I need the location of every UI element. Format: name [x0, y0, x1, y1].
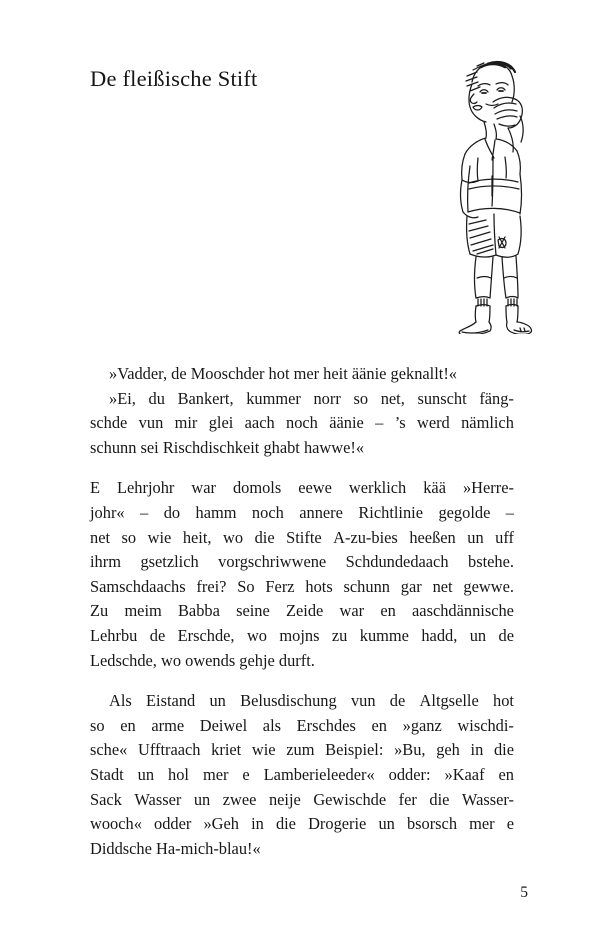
word: Zeide [285, 601, 324, 621]
word: de [149, 625, 166, 645]
word: war [191, 478, 216, 498]
word: domols [232, 478, 282, 498]
word: »Geh [203, 814, 239, 834]
word: un [193, 789, 211, 809]
word: Bankert, [177, 388, 234, 408]
word: Lehrjohr [117, 478, 175, 498]
paragraph-eistand [90, 689, 514, 861]
word: vorgschriwwene [218, 552, 327, 572]
text-line [90, 714, 514, 739]
word: zu [331, 625, 348, 645]
word: schunn [343, 576, 390, 596]
word: mer [202, 764, 229, 784]
text-line [90, 812, 514, 837]
word: mojns [279, 625, 320, 645]
word: e [242, 764, 250, 784]
word: Erschdes [296, 715, 356, 735]
word: norr [313, 388, 341, 408]
word: net [90, 527, 111, 547]
word: »Kaaf [444, 764, 485, 784]
word: aach [244, 413, 275, 433]
word: werklich [348, 478, 407, 498]
word: Sack [90, 789, 122, 809]
word: vun [138, 413, 164, 433]
word: de [498, 625, 514, 645]
word: äänie [329, 413, 364, 433]
word: Belusdischung [240, 691, 337, 711]
word: hol [168, 764, 189, 784]
word: Stifte [286, 527, 322, 547]
text-line [90, 788, 514, 813]
word: in [251, 814, 264, 834]
word: – [140, 502, 149, 522]
text-line [90, 411, 514, 436]
word: war [339, 601, 365, 621]
word: glei [208, 413, 234, 433]
text-line: »Vadder, de Mooschder hot mer heit äänie geknallt!« [109, 364, 457, 383]
text-line [90, 501, 514, 526]
word: mer [469, 814, 495, 834]
word: Ufftraach [138, 740, 201, 760]
word: nämlich [461, 413, 514, 433]
word: heit, [182, 527, 212, 547]
word: de [389, 691, 406, 711]
word: en [380, 601, 396, 621]
word: en [371, 715, 387, 735]
word: frei? [196, 576, 227, 596]
word: A-zu-bies [333, 527, 398, 547]
word: »ganz [402, 715, 442, 735]
word: meim [124, 601, 162, 621]
word: fäng- [479, 388, 514, 408]
word: johr« [90, 502, 125, 522]
word: arme [151, 715, 185, 735]
text-line [90, 599, 514, 624]
word: Deiwel [199, 715, 248, 735]
word: so [90, 715, 105, 735]
word: odder [154, 814, 192, 834]
word: schde [90, 413, 128, 433]
word: hots [305, 576, 333, 596]
word: en [120, 715, 136, 735]
word: Gewischde [313, 789, 387, 809]
word: bstehe. [468, 552, 514, 572]
word: odder: [388, 764, 431, 784]
body-text [90, 362, 514, 861]
word: mir [174, 413, 198, 433]
word: sunscht [417, 388, 467, 408]
word: als [262, 715, 282, 735]
word: vun [350, 691, 376, 711]
word: »Bu, [394, 740, 426, 760]
word: ’s [394, 413, 406, 433]
word: kumme [359, 625, 409, 645]
word: sche« [90, 740, 128, 760]
word: Altgselle [419, 691, 479, 711]
word: in [470, 740, 484, 760]
word: wo [223, 527, 244, 547]
word: hamm [195, 502, 237, 522]
word: wooch« [90, 814, 142, 834]
word: kää [423, 478, 446, 498]
text-line [90, 689, 514, 714]
word: Ferz [265, 576, 295, 596]
word: net [432, 576, 453, 596]
word: en [498, 764, 514, 784]
text-line: Ledschde, wo owends gehje durft. [90, 650, 315, 670]
word: die [493, 740, 514, 760]
word: e [506, 814, 514, 834]
word: eewe [298, 478, 332, 498]
word: wie [147, 527, 172, 547]
text-line [90, 550, 514, 575]
word: so [121, 527, 137, 547]
word: seine [236, 601, 270, 621]
word: aaschdännische [412, 601, 514, 621]
word: Stadt [90, 764, 124, 784]
text-line [90, 763, 514, 788]
word: un [378, 814, 395, 834]
text-line: schunn sei Rischdischkeit ghabt hawwe!« [90, 437, 365, 457]
word: un [467, 527, 484, 547]
word: wo [246, 625, 267, 645]
word: Als [109, 691, 132, 711]
word: kummer [246, 388, 301, 408]
word: – [505, 502, 514, 522]
word: So [237, 576, 255, 596]
word: »Herre- [462, 478, 514, 498]
paragraph-dialogue [90, 362, 514, 460]
word: uff [495, 527, 514, 547]
word: gewwe. [463, 576, 514, 596]
word: heeßen [409, 527, 456, 547]
text-line [90, 387, 514, 412]
word: werd [416, 413, 450, 433]
word: kriet [211, 740, 242, 760]
word: Erschde, [177, 625, 235, 645]
word: hot [493, 691, 514, 711]
paragraph-lehrjohr [90, 476, 514, 673]
word: un [209, 691, 226, 711]
word: die [275, 814, 296, 834]
word: E [90, 478, 101, 498]
word: – [375, 413, 384, 433]
word: geh [436, 740, 460, 760]
page-title: De fleißische Stift [90, 66, 258, 91]
word: neije [268, 789, 301, 809]
word: Wasser [134, 789, 182, 809]
word: ihrm [90, 552, 121, 572]
text-line: Diddsche Ha-mich-blau!« [90, 838, 261, 858]
text-line [90, 476, 514, 501]
word: annere [299, 502, 343, 522]
word: wie [251, 740, 276, 760]
word: fer [398, 789, 417, 809]
word: do [163, 502, 181, 522]
word: hadd, [421, 625, 458, 645]
text-line [90, 526, 514, 551]
word: wischdi- [457, 715, 514, 735]
word: Schdundedaach [345, 552, 449, 572]
word: bsorsch [406, 814, 458, 834]
boy-holding-cheek-drawing [436, 54, 546, 334]
word: noch [251, 502, 284, 522]
text-line [90, 575, 514, 600]
word: die [254, 527, 275, 547]
word: noch [286, 413, 318, 433]
word: zum [286, 740, 315, 760]
word: Eistand [146, 691, 196, 711]
word: Wasser- [461, 789, 514, 809]
word: gegolde [438, 502, 491, 522]
word: Richtlinie [358, 502, 424, 522]
text-line [90, 738, 514, 763]
word: die [429, 789, 450, 809]
word: Beispiel: [325, 740, 384, 760]
word: so [353, 388, 369, 408]
word: un [137, 764, 155, 784]
word: Lamberieleeder« [263, 764, 375, 784]
word: zwee [222, 789, 257, 809]
word: net, [380, 388, 405, 408]
word: Lehrbu [90, 625, 138, 645]
word: du [148, 388, 165, 408]
word: gsetzlich [140, 552, 199, 572]
word: Babba [177, 601, 220, 621]
word: un [469, 625, 487, 645]
word: Samschdaachs [90, 576, 186, 596]
word: Zu [90, 601, 109, 621]
word: Drogerie [308, 814, 367, 834]
page-number: 5 [520, 884, 528, 901]
word: »Ei, [109, 388, 136, 408]
word: gar [400, 576, 422, 596]
text-line [90, 624, 514, 649]
